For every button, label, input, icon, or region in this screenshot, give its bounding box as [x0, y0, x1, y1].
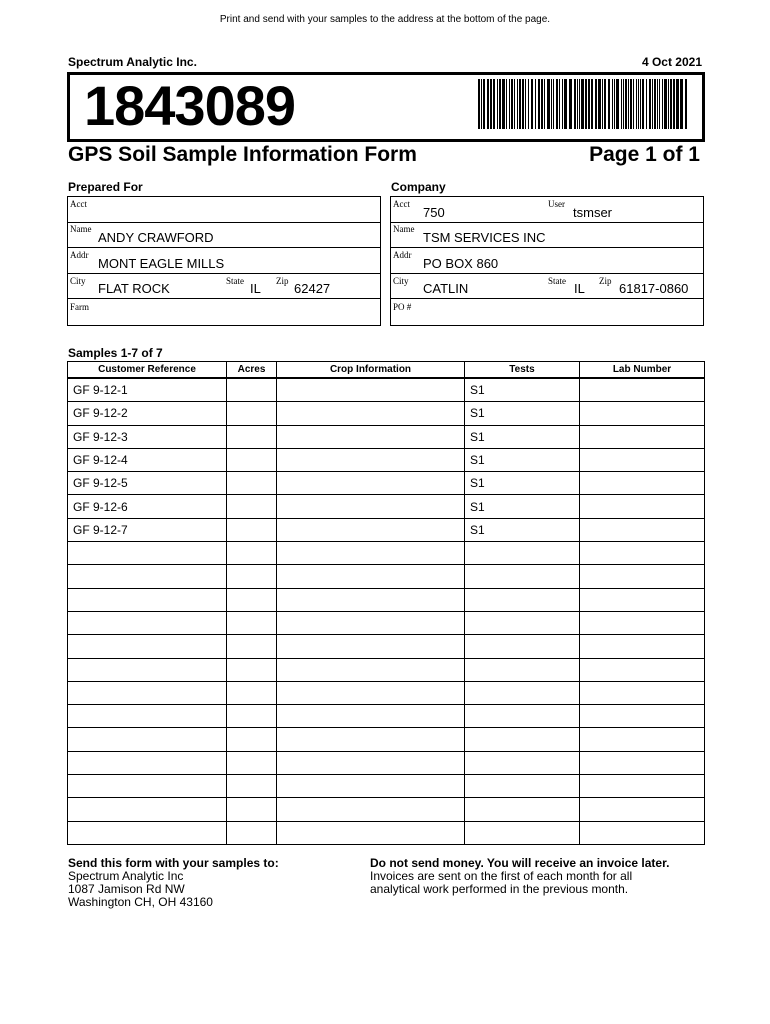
barcode-bar [481, 79, 482, 129]
tests-cell[interactable] [465, 728, 580, 751]
divider [391, 273, 703, 274]
barcode-bar [502, 79, 505, 129]
crop-information-cell[interactable] [277, 635, 465, 658]
invoice-note-block [370, 856, 669, 896]
barcode-bar [664, 79, 667, 129]
barcode-bar [577, 79, 578, 129]
table-row [68, 542, 705, 565]
state-field[interactable]: IL [574, 281, 585, 296]
lab-number-cell[interactable] [580, 705, 705, 728]
customer-reference-cell[interactable] [68, 751, 227, 774]
table-row [68, 821, 705, 844]
barcode-bar [585, 79, 587, 129]
company-heading: Company [391, 180, 446, 194]
lab-number-cell[interactable] [580, 611, 705, 634]
name-label: Name [70, 224, 92, 234]
address-line: Washington CH, OH 43160 [68, 895, 213, 909]
addr-label: Addr [393, 250, 412, 260]
table-row [68, 751, 705, 774]
acres-cell[interactable] [227, 542, 277, 565]
tests-cell[interactable]: S1 [465, 402, 580, 425]
barcode-bar [598, 79, 601, 129]
table-row [68, 611, 705, 634]
tests-cell[interactable] [465, 681, 580, 704]
barcode-bar [630, 79, 632, 129]
acres-cell[interactable] [227, 728, 277, 751]
barcode-bar [646, 79, 647, 129]
lab-number-cell[interactable] [580, 798, 705, 821]
acres-cell[interactable] [227, 495, 277, 518]
barcode-bar [668, 79, 669, 129]
form-date: 4 Oct 2021 [641, 55, 702, 69]
samples-heading: Samples 1-7 of 7 [68, 346, 163, 360]
barcode-bar [612, 79, 613, 129]
divider [68, 298, 380, 299]
crop-information-cell[interactable] [277, 681, 465, 704]
barcode-bar [604, 79, 606, 129]
send-to-block [68, 856, 279, 909]
crop-information-cell[interactable] [277, 378, 465, 402]
barcode-bar [522, 79, 524, 129]
user-field[interactable]: tsmser [573, 205, 612, 220]
barcode-bar [654, 79, 656, 129]
acres-cell[interactable] [227, 425, 277, 448]
barcode-bar [511, 79, 513, 129]
lab-company-name: Spectrum Analytic Inc. [68, 55, 197, 69]
addr-field[interactable]: MONT EAGLE MILLS [98, 256, 225, 271]
table-row [68, 472, 705, 495]
divider [68, 222, 380, 223]
lab-number-cell[interactable] [580, 472, 705, 495]
state-label: State [548, 276, 566, 286]
barcode-bar [588, 79, 590, 129]
barcode-bar [490, 79, 492, 129]
barcode-bar [640, 79, 641, 129]
divider [391, 247, 703, 248]
lab-number-cell[interactable] [580, 542, 705, 565]
table-row [68, 728, 705, 751]
form-number: 1843089 [84, 74, 296, 137]
barcode-bar [551, 79, 552, 129]
barcode-bar [535, 79, 536, 129]
acres-cell[interactable] [227, 658, 277, 681]
table-row [68, 635, 705, 658]
lab-number-cell[interactable] [580, 658, 705, 681]
crop-information-cell[interactable] [277, 611, 465, 634]
zip-label: Zip [276, 276, 289, 286]
city-label: City [70, 276, 86, 286]
acres-cell[interactable] [227, 448, 277, 471]
acres-cell[interactable] [227, 378, 277, 402]
form-title: GPS Soil Sample Information Form [68, 143, 417, 166]
barcode-bar [680, 79, 683, 129]
barcode-bar [649, 79, 651, 129]
tests-cell[interactable]: S1 [465, 448, 580, 471]
table-row [68, 588, 705, 611]
crop-information-cell[interactable] [277, 705, 465, 728]
name-field[interactable]: ANDY CRAWFORD [98, 230, 214, 245]
barcode-bar [559, 79, 560, 129]
barcode-bar [595, 79, 597, 129]
barcode-bar [569, 79, 572, 129]
customer-reference-cell[interactable] [68, 588, 227, 611]
tests-cell[interactable]: S1 [465, 425, 580, 448]
barcode-bar [525, 79, 526, 129]
city-label: City [393, 276, 409, 286]
tests-cell[interactable]: S1 [465, 378, 580, 402]
customer-reference-cell[interactable] [68, 775, 227, 798]
acres-cell[interactable] [227, 705, 277, 728]
city-field[interactable]: CATLIN [423, 281, 469, 296]
column-header: Customer Reference [68, 362, 227, 379]
barcode-bar [478, 79, 480, 129]
tests-cell[interactable] [465, 611, 580, 634]
table-row [68, 565, 705, 588]
table-row [68, 495, 705, 518]
acres-cell[interactable] [227, 751, 277, 774]
acres-cell[interactable] [227, 518, 277, 541]
customer-reference-cell[interactable] [68, 611, 227, 634]
crop-information-cell[interactable] [277, 565, 465, 588]
barcode-bar [509, 79, 510, 129]
addr-label: Addr [70, 250, 89, 260]
barcode-bar [685, 79, 687, 129]
tests-cell[interactable] [465, 588, 580, 611]
invoice-line: Invoices are sent on the first of each month for all [370, 869, 633, 883]
name-label: Name [393, 224, 415, 234]
barcode-bar [544, 79, 545, 129]
money-heading: Do not send money. You will receive an invoice later. [370, 856, 670, 870]
column-header: Crop Information [277, 362, 465, 379]
barcode-icon [478, 79, 690, 129]
name-field[interactable]: TSM SERVICES INC [423, 230, 546, 245]
barcode-bar [602, 79, 603, 129]
barcode-bar [625, 79, 627, 129]
crop-information-cell[interactable] [277, 798, 465, 821]
crop-information-cell[interactable] [277, 495, 465, 518]
barcode-bar [670, 79, 672, 129]
addr-field[interactable]: PO BOX 860 [423, 256, 499, 271]
barcode-bar [633, 79, 634, 129]
table-row [68, 658, 705, 681]
lab-number-cell[interactable] [580, 775, 705, 798]
crop-information-cell[interactable] [277, 775, 465, 798]
barcode-bar [528, 79, 529, 129]
barcode-bar [662, 79, 663, 129]
customer-reference-cell[interactable] [68, 798, 227, 821]
barcode-bar [497, 79, 498, 129]
customer-reference-cell[interactable] [68, 542, 227, 565]
print-instruction: Print and send with your samples to the address at the bottom of the page. [219, 14, 551, 25]
table-row [68, 798, 705, 821]
acct-label: Acct [70, 199, 87, 209]
tests-cell[interactable]: S1 [465, 518, 580, 541]
customer-reference-cell[interactable] [68, 565, 227, 588]
acres-cell[interactable] [227, 798, 277, 821]
barcode-bar [638, 79, 639, 129]
lab-number-cell[interactable] [580, 751, 705, 774]
barcode-bar [616, 79, 619, 129]
barcode-bar [642, 79, 644, 129]
tests-cell[interactable] [465, 658, 580, 681]
prepared-for-heading: Prepared For [68, 180, 143, 194]
po-label: PO # [393, 302, 412, 312]
crop-information-cell[interactable] [277, 518, 465, 541]
tests-cell[interactable] [465, 751, 580, 774]
barcode-bar [562, 79, 563, 129]
customer-reference-cell[interactable] [68, 658, 227, 681]
acres-cell[interactable] [227, 821, 277, 844]
barcode-bar [493, 79, 495, 129]
divider [391, 222, 703, 223]
acres-cell[interactable] [227, 635, 277, 658]
barcode-bar [519, 79, 521, 129]
divider [68, 247, 380, 248]
barcode-bar [531, 79, 533, 129]
lab-number-cell[interactable] [580, 402, 705, 425]
crop-information-cell[interactable] [277, 658, 465, 681]
lab-number-cell[interactable] [580, 681, 705, 704]
customer-reference-cell[interactable]: GF 9-12-5 [68, 472, 227, 495]
lab-number-cell[interactable] [580, 425, 705, 448]
barcode-bar [657, 79, 658, 129]
customer-reference-cell[interactable]: GF 9-12-7 [68, 518, 227, 541]
barcode-bar [673, 79, 675, 129]
table-row [68, 425, 705, 448]
tests-cell[interactable] [465, 798, 580, 821]
barcode-bar [487, 79, 489, 129]
page-number: Page 1 of 1 [589, 143, 700, 166]
city-field[interactable]: FLAT ROCK [98, 281, 170, 296]
column-header: Tests [465, 362, 580, 379]
column-header: Acres [227, 362, 277, 379]
lab-number-cell[interactable] [580, 518, 705, 541]
barcode-bar [514, 79, 515, 129]
barcode-bar [659, 79, 660, 129]
divider [391, 298, 703, 299]
lab-number-cell[interactable] [580, 495, 705, 518]
barcode-bar [623, 79, 624, 129]
farm-label: Farm [70, 302, 89, 312]
company-box [390, 196, 704, 326]
crop-information-cell[interactable] [277, 402, 465, 425]
divider [68, 273, 380, 274]
tests-cell[interactable]: S1 [465, 472, 580, 495]
barcode-bar [574, 79, 576, 129]
lab-number-cell[interactable] [580, 635, 705, 658]
tests-cell[interactable] [465, 542, 580, 565]
acres-cell[interactable] [227, 611, 277, 634]
lab-number-cell[interactable] [580, 821, 705, 844]
lab-number-cell[interactable] [580, 448, 705, 471]
customer-reference-cell[interactable]: GF 9-12-2 [68, 402, 227, 425]
barcode-bar [579, 79, 580, 129]
crop-information-cell[interactable] [277, 472, 465, 495]
tests-cell[interactable]: S1 [465, 495, 580, 518]
lab-number-cell[interactable] [580, 565, 705, 588]
tests-cell[interactable] [465, 565, 580, 588]
acres-cell[interactable] [227, 472, 277, 495]
acres-cell[interactable] [227, 681, 277, 704]
barcode-bar [581, 79, 584, 129]
barcode-bar [483, 79, 485, 129]
crop-information-cell[interactable] [277, 728, 465, 751]
address-line: Spectrum Analytic Inc [68, 869, 184, 883]
customer-reference-cell[interactable]: GF 9-12-4 [68, 448, 227, 471]
customer-reference-cell[interactable]: GF 9-12-1 [68, 378, 227, 402]
acres-cell[interactable] [227, 565, 277, 588]
barcode-bar [564, 79, 567, 129]
table-row [68, 378, 705, 402]
customer-reference-cell[interactable] [68, 705, 227, 728]
barcode-bar [556, 79, 558, 129]
prepared-for-box [67, 196, 381, 326]
zip-label: Zip [599, 276, 612, 286]
zip-field[interactable]: 62427 [294, 281, 331, 296]
crop-information-cell[interactable] [277, 588, 465, 611]
barcode-bar [541, 79, 543, 129]
barcode-bar [547, 79, 550, 129]
acres-cell[interactable] [227, 402, 277, 425]
tests-cell[interactable] [465, 635, 580, 658]
barcode-bar [614, 79, 615, 129]
table-row [68, 775, 705, 798]
zip-field[interactable]: 61817-0860 [619, 281, 689, 296]
tests-cell[interactable] [465, 705, 580, 728]
crop-information-cell[interactable] [277, 425, 465, 448]
table-row [68, 402, 705, 425]
barcode-bar [608, 79, 610, 129]
barcode-bar [621, 79, 622, 129]
acres-cell[interactable] [227, 775, 277, 798]
column-header: Lab Number [580, 362, 705, 379]
state-label: State [226, 276, 244, 286]
crop-information-cell[interactable] [277, 448, 465, 471]
customer-reference-cell[interactable] [68, 635, 227, 658]
lab-number-cell[interactable] [580, 728, 705, 751]
lab-number-cell[interactable] [580, 378, 705, 402]
customer-reference-cell[interactable]: GF 9-12-3 [68, 425, 227, 448]
address-line: 1087 Jamison Rd NW [68, 882, 185, 896]
state-field[interactable]: IL [250, 281, 261, 296]
customer-reference-cell[interactable] [68, 728, 227, 751]
customer-reference-cell[interactable] [68, 821, 227, 844]
acct-label: Acct [393, 199, 410, 209]
barcode-bar [517, 79, 518, 129]
table-row [68, 518, 705, 541]
barcode-bar [636, 79, 637, 129]
user-label: User [548, 199, 565, 209]
samples-table [67, 361, 705, 845]
customer-reference-cell[interactable]: GF 9-12-6 [68, 495, 227, 518]
barcode-bar [538, 79, 540, 129]
send-heading: Send this form with your samples to: [68, 856, 279, 870]
table-row [68, 448, 705, 471]
barcode-bar [628, 79, 629, 129]
lab-number-cell[interactable] [580, 588, 705, 611]
acres-cell[interactable] [227, 588, 277, 611]
customer-reference-cell[interactable] [68, 681, 227, 704]
barcode-bar [591, 79, 593, 129]
crop-information-cell[interactable] [277, 821, 465, 844]
barcode-bar [553, 79, 554, 129]
invoice-line: analytical work performed in the previous month. [370, 882, 629, 896]
crop-information-cell[interactable] [277, 542, 465, 565]
tests-cell[interactable] [465, 775, 580, 798]
table-row [68, 705, 705, 728]
barcode-bar [499, 79, 501, 129]
barcode-bar [652, 79, 653, 129]
barcode-bar [676, 79, 679, 129]
table-header-row [68, 362, 705, 379]
crop-information-cell[interactable] [277, 751, 465, 774]
table-row [68, 681, 705, 704]
acct-field[interactable]: 750 [423, 205, 445, 220]
barcode-bar [506, 79, 507, 129]
tests-cell[interactable] [465, 821, 580, 844]
